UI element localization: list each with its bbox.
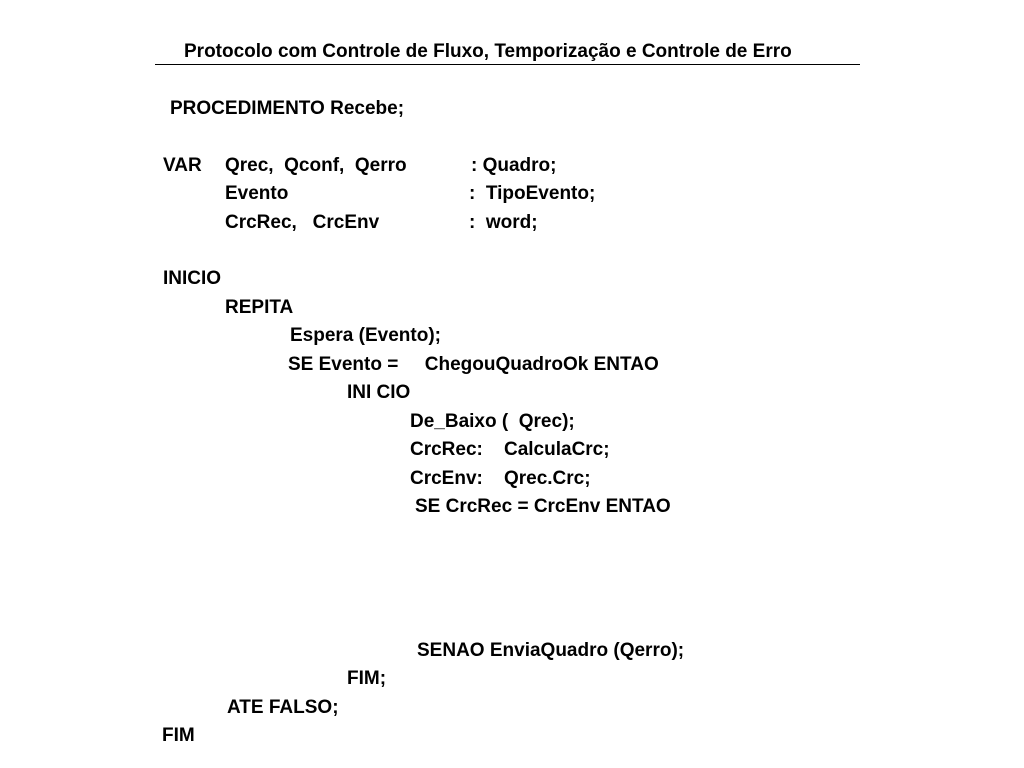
inicio-line: INICIO: [163, 268, 222, 289]
procedure-line: PROCEDIMENTO Recebe;: [170, 98, 405, 119]
var-row-3-names: CrcRec, CrcEnv: [225, 212, 380, 233]
senao-line: SENAO EnviaQuadro (Qerro);: [417, 640, 685, 661]
crcrec-line: CrcRec: CalculaCrc;: [410, 439, 610, 460]
crcenv-line: CrcEnv: Qrec.Crc;: [410, 468, 591, 489]
repita-line: REPITA: [225, 297, 294, 318]
ate-falso-line: ATE FALSO;: [227, 697, 339, 718]
se-crc-line: SE CrcRec = CrcEnv ENTAO: [415, 496, 671, 517]
fim-line: FIM: [162, 725, 195, 746]
var-keyword: VAR: [163, 155, 202, 176]
de-baixo-line: De_Baixo ( Qrec);: [410, 411, 575, 432]
var-row-3-type: : word;: [469, 212, 538, 233]
fim-inner-line: FIM;: [347, 668, 387, 689]
espera-line: Espera (Evento);: [290, 325, 441, 346]
slide-title: [155, 40, 860, 65]
var-row-1-names: Qrec, Qconf, Qerro: [225, 155, 407, 176]
ini-cio-line: INI CIO: [347, 382, 411, 403]
var-row-2-type: : TipoEvento;: [469, 183, 596, 204]
var-row-1-type: : Quadro;: [471, 155, 557, 176]
var-row-2-names: Evento: [225, 183, 289, 204]
se-evento-line: SE Evento = ChegouQuadroOk ENTAO: [288, 354, 659, 375]
slide-title-text: Protocolo com Controle de Fluxo, Temporização e Controle de Erro: [184, 41, 792, 62]
